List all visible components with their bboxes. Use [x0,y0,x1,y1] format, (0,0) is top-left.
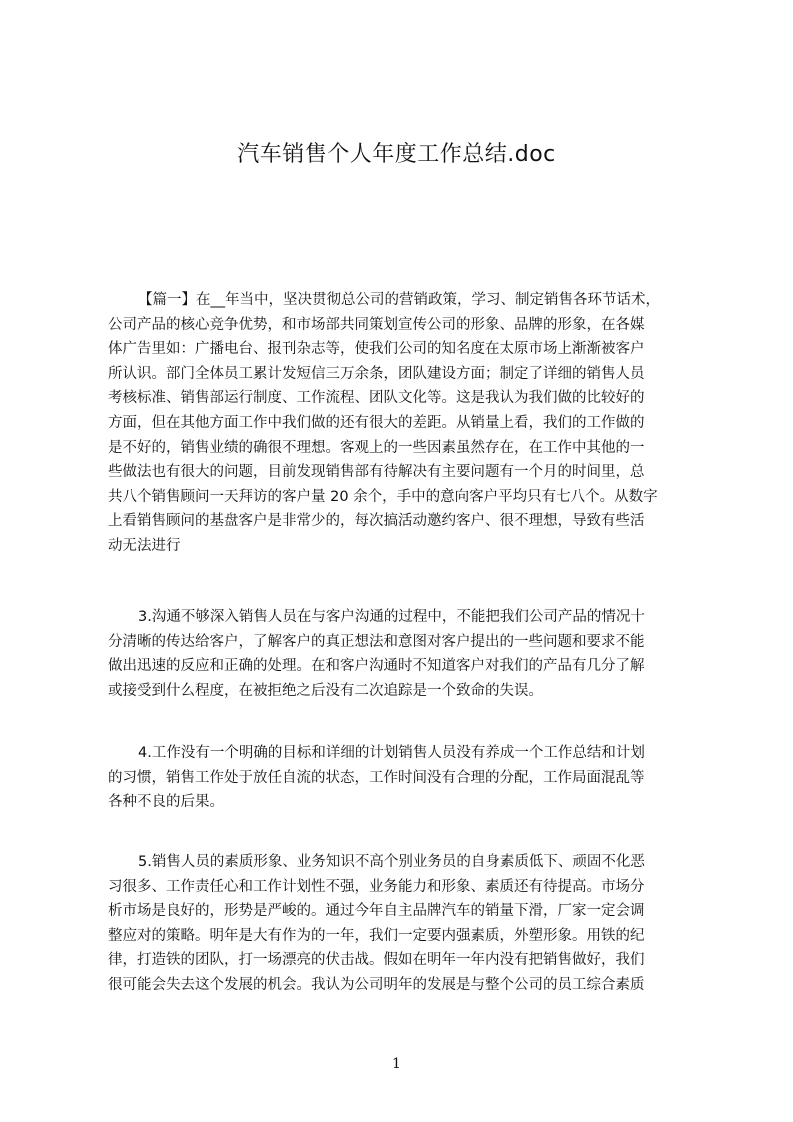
paragraph-line: 5.销售人员的素质形象、业务知识不高个别业务员的自身素质低下、顽固不化恶 [138,854,645,870]
paragraph-1 [108,288,698,559]
paragraph-line: 4.工作没有一个明确的目标和详细的计划销售人员没有养成一个工作总结和计划 [138,745,645,761]
paragraph-line: 共八个销售顾问一天拜访的客户量 20 余个，手中的意向客户平均只有七八个。从数字 [108,488,658,505]
paragraph-line: 方面，但在其他方面工作中我们做的还有很大的差距。从销量上看，我们的工作做的 [108,414,645,431]
paragraph-line: 整应对的策略。明年是大有作为的一年，我们一定要内强素质，外塑形象。用铁的纪 [108,927,645,944]
paragraph-line: 【篇一】在__年当中，坚决贯彻总公司的营销政策，学习、制定销售各环节话术， [138,292,660,308]
paragraph-line: 析市场是良好的，形势是严峻的。通过今年自主品牌汽车的销量下滑，厂家一定会调 [108,903,645,920]
paragraph-line: 上看销售顾问的基盘客户是非常少的，每次搞活动邀约客户、很不理想，导致有些活 [108,513,645,530]
paragraph-line: 很可能会失去这个发展的机会。我认为公司明年的发展是与整个公司的员工综合素质 [108,976,645,993]
paragraph-line: 习很多、工作责任心和工作计划性不强，业务能力和形象、素质还有待提高。市场分 [108,878,645,895]
paragraph-line: 是不好的，销售业绩的确很不理想。客观上的一些因素虽然存在，在工作中其他的一 [108,439,645,456]
paragraph-line: 或接受到什么程度，在被拒绝之后没有二次追踪是一个致命的失误。 [108,682,543,699]
paragraph-line: 些做法也有很大的问题，目前发现销售部有待解决有主要问题有一个月的时间里，总 [108,464,645,481]
paragraph-2 [108,605,698,703]
paragraph-line: 公司产品的核心竞争优势，和市场部共同策划宣传公司的形象、品牌的形象，在各媒 [108,316,645,333]
paragraph-line: 做出迅速的反应和正确的处理。在和客户沟通时不知道客户对我们的产品有几分了解 [108,658,645,675]
paragraph-line: 3.沟通不够深入销售人员在与客户沟通的过程中，不能把我们公司产品的情况十 [138,609,645,625]
paragraph-line: 动无法进行 [108,537,181,554]
paragraph-line: 分清晰的传达给客户，了解客户的真正想法和意图对客户提出的一些问题和要求不能 [108,633,645,650]
document-title: 汽车销售个人年度工作总结.doc [237,142,556,167]
page-number: 1 [392,1056,401,1072]
paragraph-3 [108,741,698,815]
paragraph-line: 的习惯，销售工作处于放任自流的状态，工作时间没有合理的分配，工作局面混乱等 [108,769,645,786]
paragraph-line: 律，打造铁的团队，打一场漂亮的伏击战。假如在明年一年内没有把销售做好，我们 [108,952,645,969]
paragraph-line: 各种不良的后果。 [108,794,224,811]
paragraph-line: 考核标准、销售部运行制度、工作流程、团队文化等。这是我认为我们做的比较好的 [108,390,645,407]
paragraph-line: 体广告里如：广播电台、报刊杂志等，使我们公司的知名度在太原市场上渐渐被客户 [108,341,645,358]
paragraph-line: 所认识。部门全体员工累计发短信三万余条，团队建设方面；制定了详细的销售人员 [108,365,645,382]
paragraph-4 [108,850,698,998]
